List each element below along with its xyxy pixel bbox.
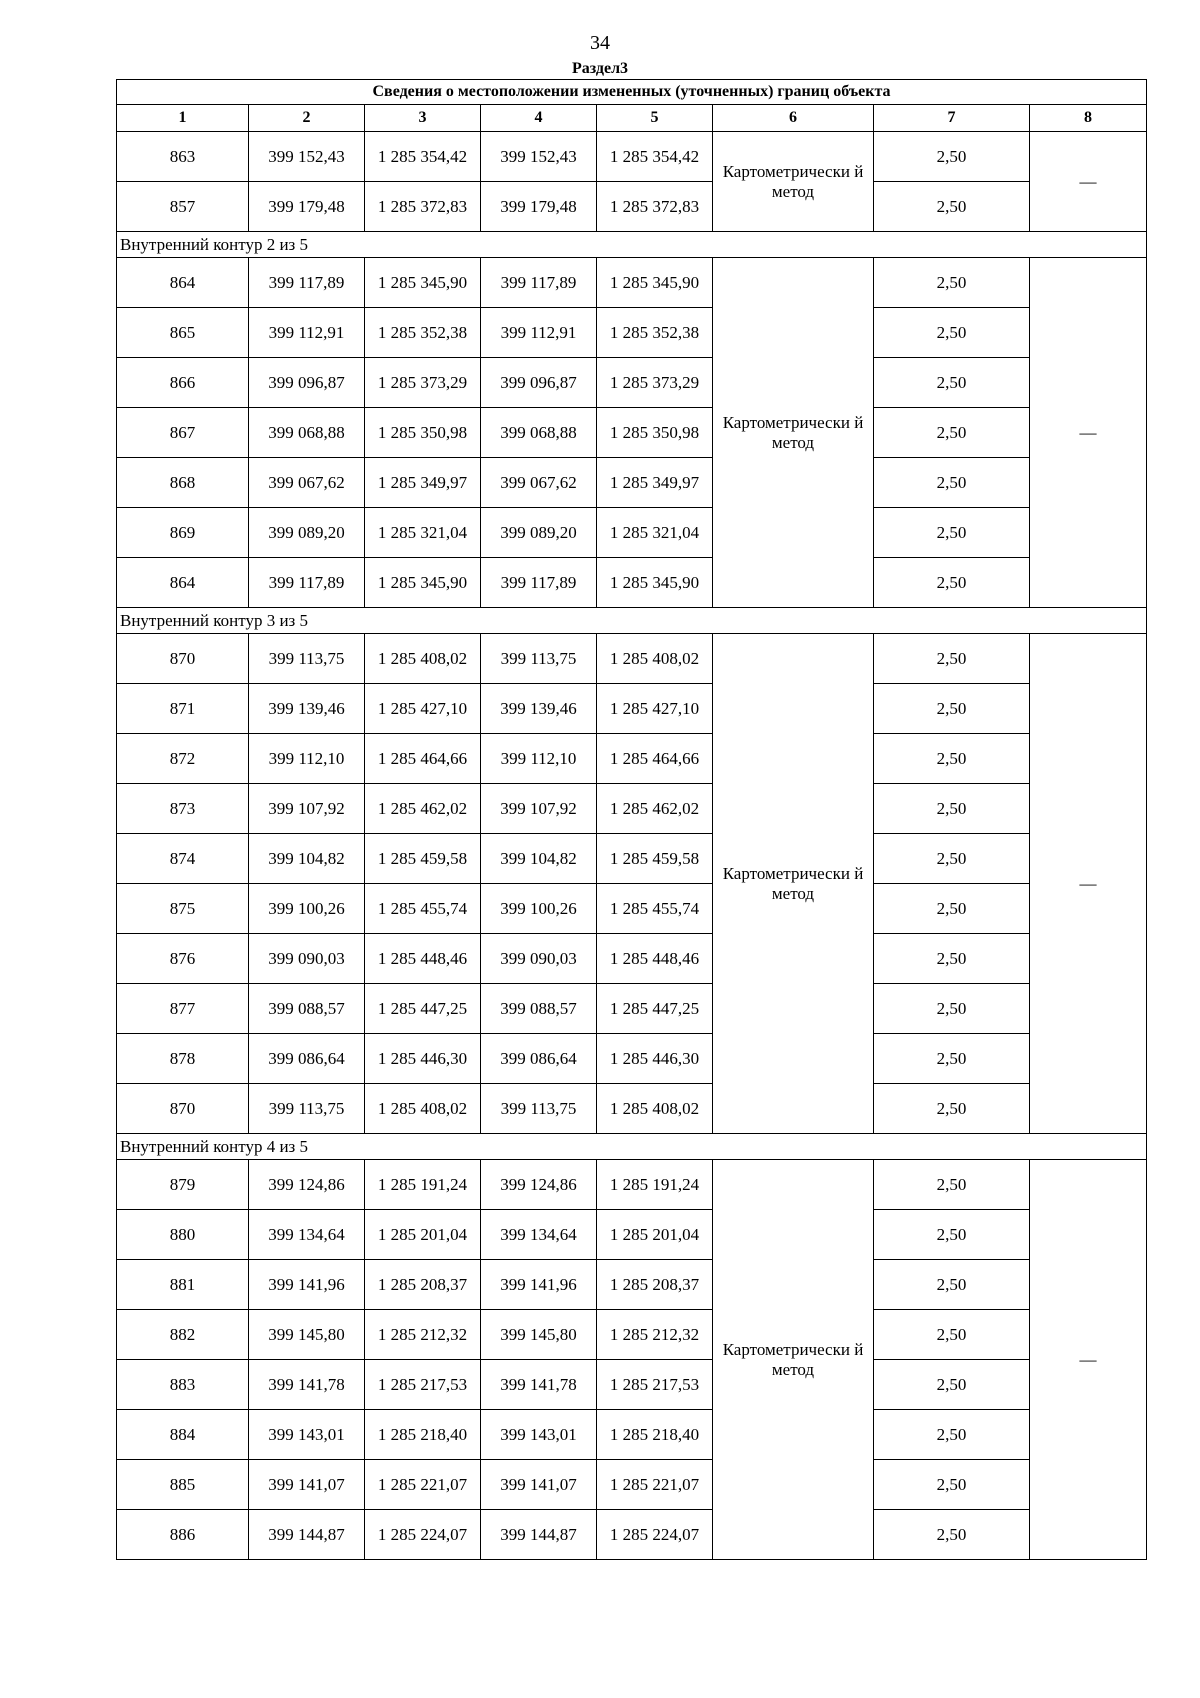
- old-y-coordinate: 1 285 345,90: [365, 558, 481, 608]
- table-row: [117, 934, 1147, 984]
- accuracy-value: 2,50: [874, 558, 1030, 608]
- old-y-coordinate: 1 285 191,24: [365, 1160, 481, 1210]
- point-number: 878: [117, 1034, 249, 1084]
- new-x-coordinate: 399 141,78: [481, 1360, 597, 1410]
- note-dash: —: [1030, 258, 1147, 608]
- point-number: 876: [117, 934, 249, 984]
- old-x-coordinate: 399 068,88: [249, 408, 365, 458]
- old-y-coordinate: 1 285 349,97: [365, 458, 481, 508]
- table-row: [117, 558, 1147, 608]
- new-x-coordinate: 399 090,03: [481, 934, 597, 984]
- table-row: [117, 684, 1147, 734]
- column-number-row: [117, 105, 1147, 132]
- new-y-coordinate: 1 285 448,46: [597, 934, 713, 984]
- new-y-coordinate: 1 285 201,04: [597, 1210, 713, 1260]
- old-x-coordinate: 399 152,43: [249, 132, 365, 182]
- new-x-coordinate: 399 113,75: [481, 634, 597, 684]
- accuracy-value: 2,50: [874, 258, 1030, 308]
- table-row: [117, 1460, 1147, 1510]
- table-row: [117, 834, 1147, 884]
- new-x-coordinate: 399 113,75: [481, 1084, 597, 1134]
- point-number: 881: [117, 1260, 249, 1310]
- new-y-coordinate: 1 285 212,32: [597, 1310, 713, 1360]
- accuracy-value: 2,50: [874, 1360, 1030, 1410]
- table-row: [117, 458, 1147, 508]
- new-x-coordinate: 399 134,64: [481, 1210, 597, 1260]
- accuracy-value: 2,50: [874, 408, 1030, 458]
- old-y-coordinate: 1 285 446,30: [365, 1034, 481, 1084]
- new-x-coordinate: 399 089,20: [481, 508, 597, 558]
- determination-method: Картометрически й метод: [713, 1160, 874, 1560]
- old-x-coordinate: 399 139,46: [249, 684, 365, 734]
- note-dash: —: [1030, 1160, 1147, 1560]
- new-x-coordinate: 399 112,91: [481, 308, 597, 358]
- old-x-coordinate: 399 145,80: [249, 1310, 365, 1360]
- point-number: 857: [117, 182, 249, 232]
- table-row: [117, 308, 1147, 358]
- accuracy-value: 2,50: [874, 1084, 1030, 1134]
- table-row: [117, 1210, 1147, 1260]
- old-y-coordinate: 1 285 427,10: [365, 684, 481, 734]
- new-y-coordinate: 1 285 349,97: [597, 458, 713, 508]
- contour-title: Внутренний контур 2 из 5: [117, 232, 1147, 258]
- old-x-coordinate: 399 124,86: [249, 1160, 365, 1210]
- point-number: 874: [117, 834, 249, 884]
- point-number: 880: [117, 1210, 249, 1260]
- new-y-coordinate: 1 285 221,07: [597, 1460, 713, 1510]
- column-number: 3: [365, 105, 481, 132]
- note-dash: —: [1030, 132, 1147, 232]
- new-x-coordinate: 399 145,80: [481, 1310, 597, 1360]
- old-x-coordinate: 399 107,92: [249, 784, 365, 834]
- new-y-coordinate: 1 285 372,83: [597, 182, 713, 232]
- determination-method: Картометрически й метод: [713, 258, 874, 608]
- old-y-coordinate: 1 285 217,53: [365, 1360, 481, 1410]
- old-x-coordinate: 399 096,87: [249, 358, 365, 408]
- new-x-coordinate: 399 104,82: [481, 834, 597, 884]
- new-y-coordinate: 1 285 350,98: [597, 408, 713, 458]
- new-x-coordinate: 399 068,88: [481, 408, 597, 458]
- point-number: 875: [117, 884, 249, 934]
- point-number: 871: [117, 684, 249, 734]
- determination-method: Картометрически й метод: [713, 132, 874, 232]
- contour-title: Внутренний контур 3 из 5: [117, 608, 1147, 634]
- new-y-coordinate: 1 285 345,90: [597, 258, 713, 308]
- point-number: 884: [117, 1410, 249, 1460]
- new-y-coordinate: 1 285 354,42: [597, 132, 713, 182]
- point-number: 865: [117, 308, 249, 358]
- table-row: [117, 1260, 1147, 1310]
- accuracy-value: 2,50: [874, 1034, 1030, 1084]
- table-row: [117, 734, 1147, 784]
- new-x-coordinate: 399 100,26: [481, 884, 597, 934]
- new-x-coordinate: 399 139,46: [481, 684, 597, 734]
- old-x-coordinate: 399 104,82: [249, 834, 365, 884]
- new-x-coordinate: 399 117,89: [481, 258, 597, 308]
- old-y-coordinate: 1 285 321,04: [365, 508, 481, 558]
- contour-title: Внутренний контур 4 из 5: [117, 1134, 1147, 1160]
- new-x-coordinate: 399 179,48: [481, 182, 597, 232]
- new-x-coordinate: 399 141,96: [481, 1260, 597, 1310]
- accuracy-value: 2,50: [874, 1160, 1030, 1210]
- new-y-coordinate: 1 285 345,90: [597, 558, 713, 608]
- new-y-coordinate: 1 285 191,24: [597, 1160, 713, 1210]
- point-number: 864: [117, 258, 249, 308]
- accuracy-value: 2,50: [874, 834, 1030, 884]
- table-row: [117, 634, 1147, 684]
- table-row: [117, 784, 1147, 834]
- old-x-coordinate: 399 143,01: [249, 1410, 365, 1460]
- new-x-coordinate: 399 088,57: [481, 984, 597, 1034]
- accuracy-value: 2,50: [874, 458, 1030, 508]
- old-x-coordinate: 399 090,03: [249, 934, 365, 984]
- table-body: [117, 80, 1147, 1560]
- new-y-coordinate: 1 285 321,04: [597, 508, 713, 558]
- old-y-coordinate: 1 285 201,04: [365, 1210, 481, 1260]
- accuracy-value: 2,50: [874, 1310, 1030, 1360]
- boundary-coordinates-table: [116, 79, 1147, 1560]
- new-y-coordinate: 1 285 464,66: [597, 734, 713, 784]
- new-x-coordinate: 399 117,89: [481, 558, 597, 608]
- accuracy-value: 2,50: [874, 634, 1030, 684]
- old-y-coordinate: 1 285 208,37: [365, 1260, 481, 1310]
- new-x-coordinate: 399 141,07: [481, 1460, 597, 1510]
- column-number: 1: [117, 105, 249, 132]
- column-number: 6: [713, 105, 874, 132]
- accuracy-value: 2,50: [874, 684, 1030, 734]
- new-y-coordinate: 1 285 427,10: [597, 684, 713, 734]
- table-caption: Сведения о местоположении измененных (уточненных) границ объекта: [117, 80, 1147, 105]
- old-y-coordinate: 1 285 448,46: [365, 934, 481, 984]
- accuracy-value: 2,50: [874, 784, 1030, 834]
- new-y-coordinate: 1 285 408,02: [597, 634, 713, 684]
- table-row: [117, 508, 1147, 558]
- table-row: [117, 1410, 1147, 1460]
- table-row: [117, 1510, 1147, 1560]
- table-row: [117, 1310, 1147, 1360]
- table-caption-row: [117, 80, 1147, 105]
- old-x-coordinate: 399 112,91: [249, 308, 365, 358]
- old-x-coordinate: 399 112,10: [249, 734, 365, 784]
- point-number: 869: [117, 508, 249, 558]
- new-y-coordinate: 1 285 446,30: [597, 1034, 713, 1084]
- new-y-coordinate: 1 285 455,74: [597, 884, 713, 934]
- table-row: [117, 1360, 1147, 1410]
- new-y-coordinate: 1 285 447,25: [597, 984, 713, 1034]
- point-number: 866: [117, 358, 249, 408]
- old-x-coordinate: 399 088,57: [249, 984, 365, 1034]
- accuracy-value: 2,50: [874, 1260, 1030, 1310]
- old-y-coordinate: 1 285 408,02: [365, 634, 481, 684]
- accuracy-value: 2,50: [874, 984, 1030, 1034]
- old-y-coordinate: 1 285 354,42: [365, 132, 481, 182]
- new-x-coordinate: 399 143,01: [481, 1410, 597, 1460]
- point-number: 863: [117, 132, 249, 182]
- old-x-coordinate: 399 141,96: [249, 1260, 365, 1310]
- old-x-coordinate: 399 117,89: [249, 558, 365, 608]
- contour-header-row: [117, 1134, 1147, 1160]
- table-row: [117, 1034, 1147, 1084]
- accuracy-value: 2,50: [874, 1510, 1030, 1560]
- point-number: 864: [117, 558, 249, 608]
- table-row: [117, 984, 1147, 1034]
- new-y-coordinate: 1 285 373,29: [597, 358, 713, 408]
- table-row: [117, 1084, 1147, 1134]
- old-x-coordinate: 399 113,75: [249, 634, 365, 684]
- table-row: [117, 408, 1147, 458]
- old-y-coordinate: 1 285 462,02: [365, 784, 481, 834]
- new-y-coordinate: 1 285 459,58: [597, 834, 713, 884]
- point-number: 870: [117, 1084, 249, 1134]
- accuracy-value: 2,50: [874, 934, 1030, 984]
- column-number: 2: [249, 105, 365, 132]
- old-y-coordinate: 1 285 447,25: [365, 984, 481, 1034]
- old-y-coordinate: 1 285 212,32: [365, 1310, 481, 1360]
- new-y-coordinate: 1 285 462,02: [597, 784, 713, 834]
- accuracy-value: 2,50: [874, 508, 1030, 558]
- new-x-coordinate: 399 086,64: [481, 1034, 597, 1084]
- old-y-coordinate: 1 285 345,90: [365, 258, 481, 308]
- contour-header-row: [117, 608, 1147, 634]
- accuracy-value: 2,50: [874, 884, 1030, 934]
- old-y-coordinate: 1 285 464,66: [365, 734, 481, 784]
- accuracy-value: 2,50: [874, 734, 1030, 784]
- accuracy-value: 2,50: [874, 132, 1030, 182]
- new-y-coordinate: 1 285 224,07: [597, 1510, 713, 1560]
- new-x-coordinate: 399 112,10: [481, 734, 597, 784]
- table-row: [117, 132, 1147, 182]
- new-x-coordinate: 399 067,62: [481, 458, 597, 508]
- old-y-coordinate: 1 285 352,38: [365, 308, 481, 358]
- old-y-coordinate: 1 285 221,07: [365, 1460, 481, 1510]
- accuracy-value: 2,50: [874, 358, 1030, 408]
- accuracy-value: 2,50: [874, 182, 1030, 232]
- new-x-coordinate: 399 107,92: [481, 784, 597, 834]
- old-x-coordinate: 399 141,07: [249, 1460, 365, 1510]
- old-y-coordinate: 1 285 350,98: [365, 408, 481, 458]
- old-y-coordinate: 1 285 372,83: [365, 182, 481, 232]
- old-y-coordinate: 1 285 224,07: [365, 1510, 481, 1560]
- table-row: [117, 884, 1147, 934]
- point-number: 883: [117, 1360, 249, 1410]
- point-number: 868: [117, 458, 249, 508]
- point-number: 877: [117, 984, 249, 1034]
- section-title: Раздел3: [571, 60, 629, 77]
- new-y-coordinate: 1 285 352,38: [597, 308, 713, 358]
- point-number: 872: [117, 734, 249, 784]
- old-x-coordinate: 399 144,87: [249, 1510, 365, 1560]
- point-number: 885: [117, 1460, 249, 1510]
- table-row: [117, 258, 1147, 308]
- new-x-coordinate: 399 144,87: [481, 1510, 597, 1560]
- new-y-coordinate: 1 285 208,37: [597, 1260, 713, 1310]
- old-y-coordinate: 1 285 408,02: [365, 1084, 481, 1134]
- point-number: 879: [117, 1160, 249, 1210]
- point-number: 867: [117, 408, 249, 458]
- accuracy-value: 2,50: [874, 1410, 1030, 1460]
- old-x-coordinate: 399 113,75: [249, 1084, 365, 1134]
- column-number: 4: [481, 105, 597, 132]
- old-y-coordinate: 1 285 373,29: [365, 358, 481, 408]
- page-number: 34: [590, 32, 610, 54]
- column-number: 8: [1030, 105, 1147, 132]
- note-dash: —: [1030, 634, 1147, 1134]
- accuracy-value: 2,50: [874, 1210, 1030, 1260]
- accuracy-value: 2,50: [874, 1460, 1030, 1510]
- table-row: [117, 1160, 1147, 1210]
- old-x-coordinate: 399 179,48: [249, 182, 365, 232]
- old-x-coordinate: 399 086,64: [249, 1034, 365, 1084]
- point-number: 882: [117, 1310, 249, 1360]
- new-x-coordinate: 399 152,43: [481, 132, 597, 182]
- new-y-coordinate: 1 285 408,02: [597, 1084, 713, 1134]
- accuracy-value: 2,50: [874, 308, 1030, 358]
- old-x-coordinate: 399 117,89: [249, 258, 365, 308]
- new-y-coordinate: 1 285 218,40: [597, 1410, 713, 1460]
- column-number: 5: [597, 105, 713, 132]
- old-y-coordinate: 1 285 218,40: [365, 1410, 481, 1460]
- old-x-coordinate: 399 141,78: [249, 1360, 365, 1410]
- determination-method: Картометрически й метод: [713, 634, 874, 1134]
- old-x-coordinate: 399 100,26: [249, 884, 365, 934]
- old-x-coordinate: 399 089,20: [249, 508, 365, 558]
- point-number: 873: [117, 784, 249, 834]
- old-y-coordinate: 1 285 459,58: [365, 834, 481, 884]
- old-x-coordinate: 399 134,64: [249, 1210, 365, 1260]
- new-x-coordinate: 399 096,87: [481, 358, 597, 408]
- new-y-coordinate: 1 285 217,53: [597, 1360, 713, 1410]
- column-number: 7: [874, 105, 1030, 132]
- new-x-coordinate: 399 124,86: [481, 1160, 597, 1210]
- old-y-coordinate: 1 285 455,74: [365, 884, 481, 934]
- contour-header-row: [117, 232, 1147, 258]
- point-number: 886: [117, 1510, 249, 1560]
- table-row: [117, 358, 1147, 408]
- point-number: 870: [117, 634, 249, 684]
- table-row: [117, 182, 1147, 232]
- old-x-coordinate: 399 067,62: [249, 458, 365, 508]
